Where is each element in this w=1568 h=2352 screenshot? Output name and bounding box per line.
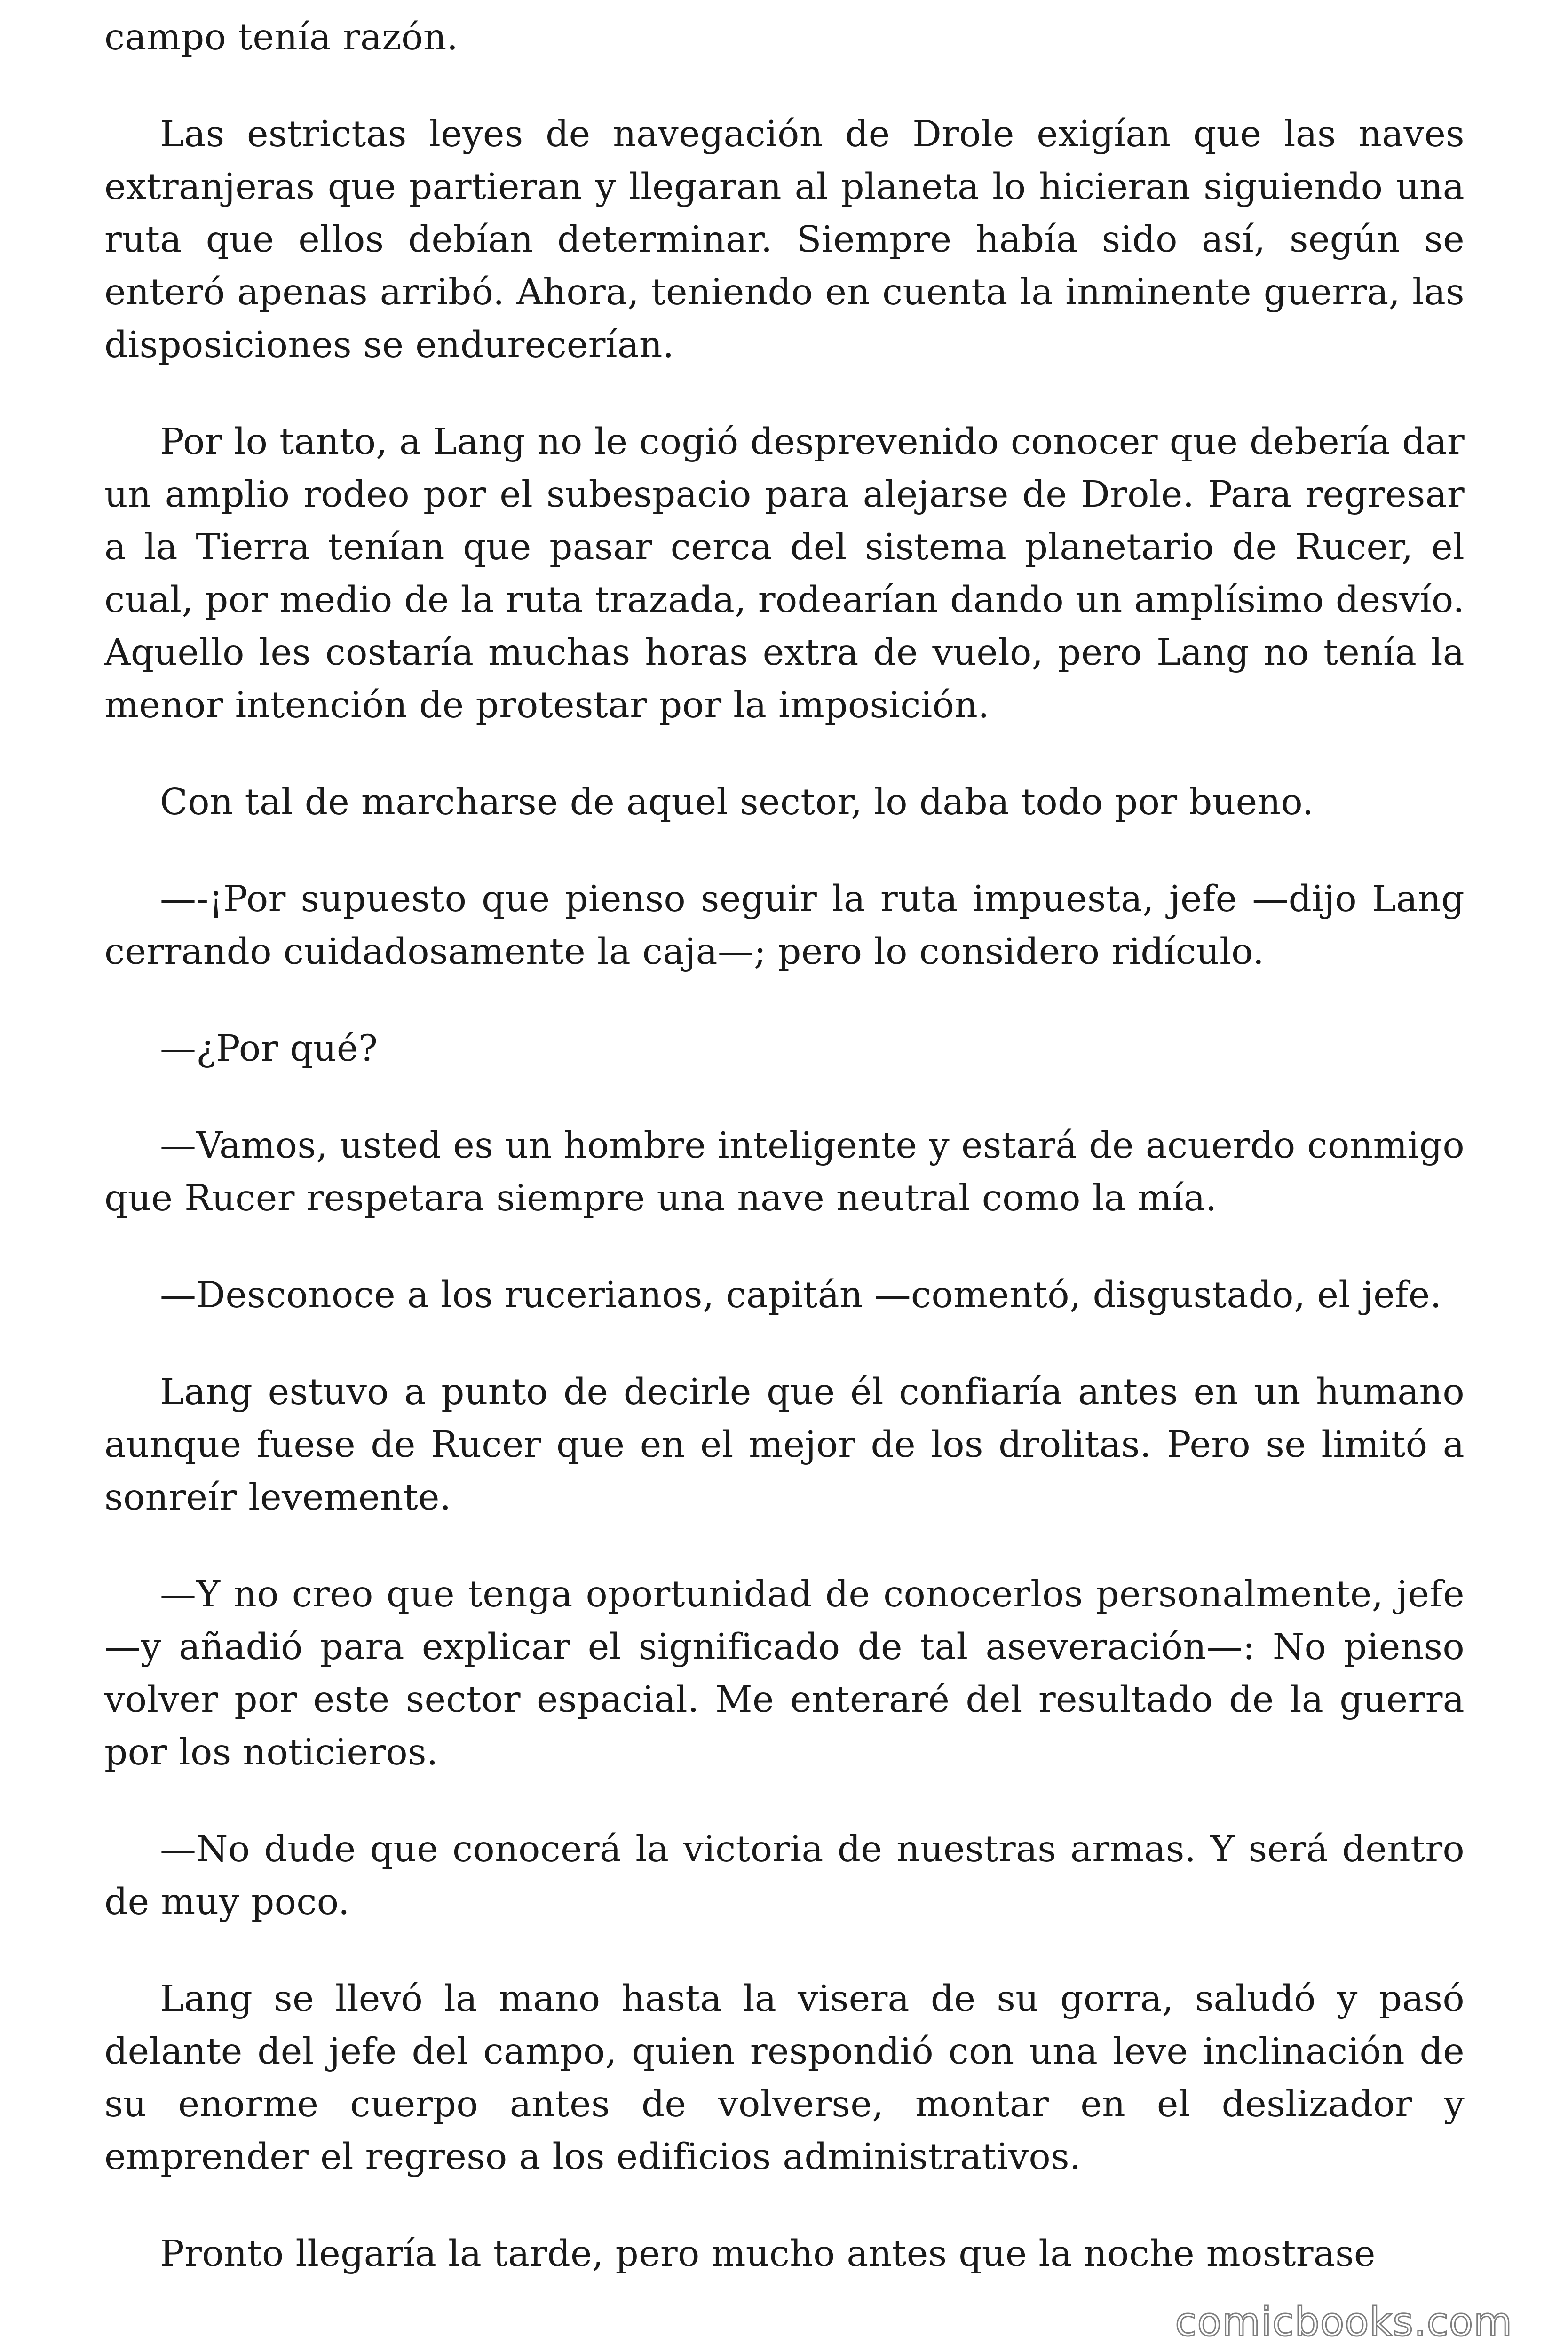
watermark: comicbooks.com: [1175, 2299, 1513, 2345]
dialogue-paragraph: —Desconoce a los rucerianos, capitán —comentó, disgustado, el jefe.: [160, 1274, 1442, 1316]
dialogue-paragraph: —¿Por qué?: [160, 1028, 378, 1070]
body-text: [104, 11, 1465, 2280]
paragraph-continuation: campo tenía razón.: [104, 16, 459, 58]
paragraph: Con tal de marcharse de aquel sector, lo daba todo por bueno.: [160, 781, 1314, 823]
paragraph: Lang estuvo a punto de decirle que él confiaría antes en un humano aunque fuese de Rucer que en el mejor de los drolitas. Pero se limitó a sonreír levemente.: [104, 1371, 1465, 1518]
paragraph: Lang se llevó la mano hasta la visera de su gorra, saludó y pasó delante del jefe del campo, quien respondió con una leve inclinación de su enorme cuerpo antes de volverse, montar en el deslizador y emprender el regreso a los edificios administrativos.: [104, 1978, 1465, 2178]
dialogue-paragraph: —-¡Por supuesto que pienso seguir la ruta impuesta, jefe —dijo Lang cerrando cuidadosamente la caja—; pero lo considero ridículo.: [104, 878, 1465, 973]
paragraph: Las estrictas leyes de navegación de Drole exigían que las naves extranjeras que partieran y llegaran al planeta lo hicieran siguiendo una ruta que ellos debían determinar. Siempre había sido así, según se enteró apenas arribó. Ahora, teniendo en cuenta la inminente guerra, las disposiciones se endurecerían.: [104, 113, 1465, 366]
dialogue-paragraph: —No dude que conocerá la victoria de nuestras armas. Y será dentro de muy poco.: [104, 1828, 1465, 1923]
paragraph-truncated: Pronto llegaría la tarde, pero mucho antes que la noche mostrase: [160, 2233, 1376, 2275]
dialogue-paragraph: —Vamos, usted es un hombre inteligente y estará de acuerdo conmigo que Rucer respetara siempre una nave neutral como la mía.: [104, 1125, 1465, 1219]
dialogue-paragraph: —Y no creo que tenga oportunidad de conocerlos personalmente, jefe —y añadió para explicar el significado de tal aseveración—: No pienso volver por este sector espacial. Me enteraré del resultado de la guerra por los noticieros.: [104, 1573, 1465, 1773]
paragraph: Por lo tanto, a Lang no le cogió desprevenido conocer que debería dar un amplio rodeo por el subespacio para alejarse de Drole. Para regresar a la Tierra tenían que pasar cerca del sistema planetario de Rucer, el cual, por medio de la ruta trazada, rodearían dando un amplísimo desvío. Aquello les costaría muchas horas extra de vuelo, pero Lang no tenía la menor intención de protestar por la imposición.: [104, 421, 1465, 726]
